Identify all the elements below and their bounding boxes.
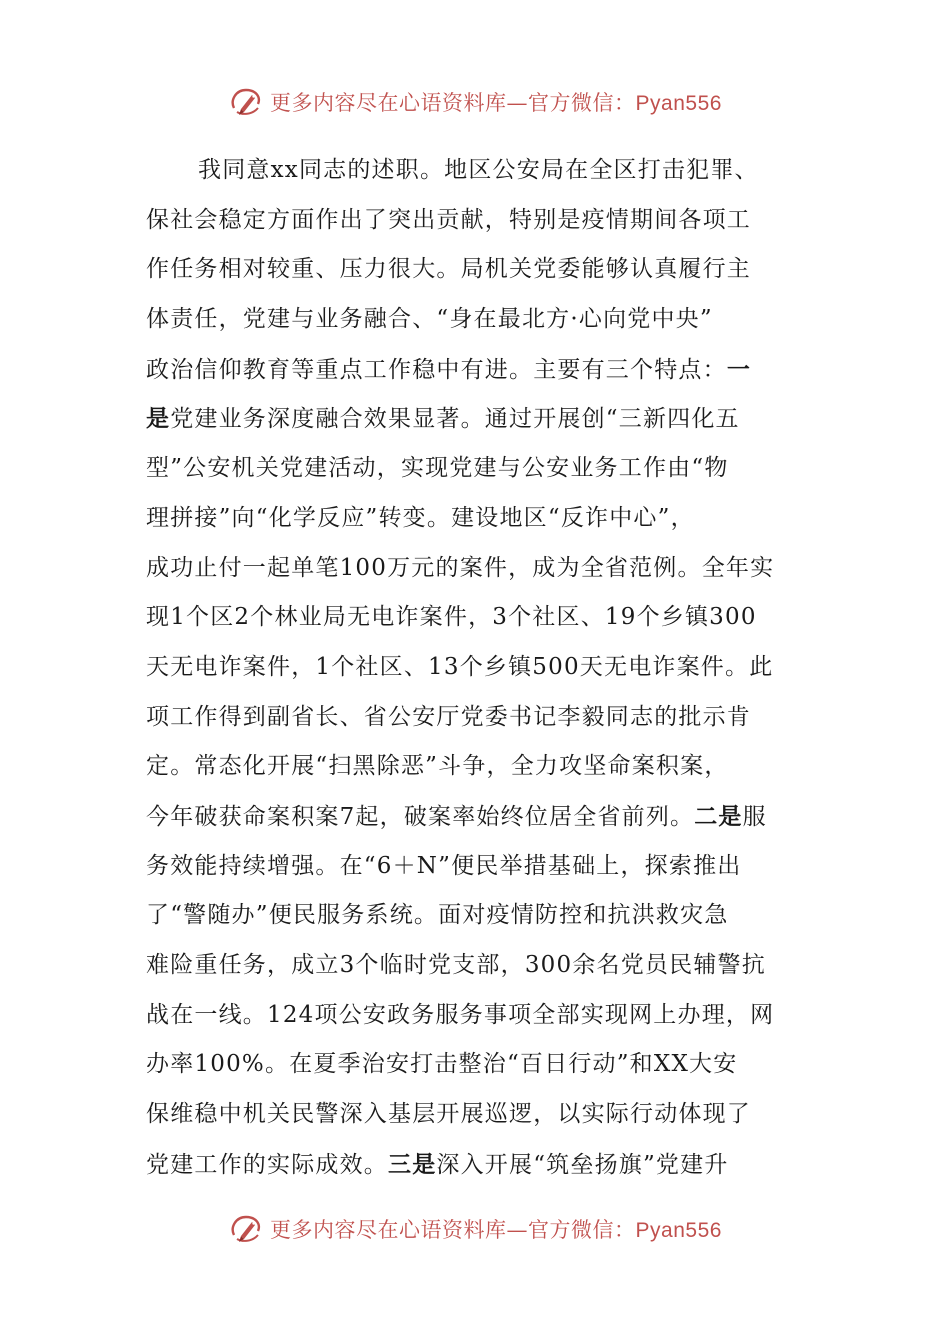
text-line [146,544,806,594]
text-segment: 政治信仰教育等重点工作稳中有进。主要有三个特点： [146,356,727,383]
text-segment: 作任务相对较重、压力很大。局机关党委能够认真履行主 [146,256,751,283]
bold-ordinal: 三是 [388,1150,437,1178]
text-line [146,1140,806,1190]
text-line [146,494,806,544]
text-line [146,1090,806,1140]
text-segment: 党建工作的实际成效。 [146,1151,388,1178]
text-segment: 定。常态化开展“扫黑除恶”斗争，全力攻坚命案积案， [146,753,729,780]
text-segment: 项工作得到副省长、省公安厅党委书记李毅同志的批示肯 [146,703,751,730]
text-segment: 型”公安机关党建活动，实现党建与公安业务工作由“物 [146,455,729,482]
text-segment: 保维稳中机关民警深入基层开展巡逻，以实际行动体现了 [146,1101,751,1128]
text-segment: 服 [742,803,767,830]
header-banner [0,82,950,122]
bold-ordinal: 是 [146,405,171,433]
text-segment: 现1个区2个林业局无电诈案件，3个社区、19个乡镇300 [146,604,757,631]
text-line [146,842,806,892]
text-line [146,146,806,196]
text-segment: 天无电诈案件，1个社区、13个乡镇500天无电诈案件。此 [146,653,774,680]
text-segment: 理拼接”向“化学反应”转变。建设地区“反诈中心”， [146,504,695,531]
text-line [146,345,806,395]
text-segment: 保社会稳定方面作出了突出贡献，特别是疫情期间各项工 [146,206,751,233]
banner-text: 更多内容尽在心语资料库—官方微信：Pyan556 [270,91,722,115]
text-segment: 今年破获命案积案7起，破案率始终位居全省前列。 [146,803,695,830]
bold-ordinal: 一 [726,355,752,383]
text-line [146,643,806,693]
document-body [146,146,806,1189]
text-line [146,444,806,494]
text-line [146,693,806,743]
bold-ordinal: 二是 [694,802,743,830]
text-segment: 党建业务深度融合效果显著。通过开展创“三新四化五 [170,406,740,433]
text-line [146,593,806,643]
text-segment: 务效能持续增强。在“6＋N”便民举措基础上，探索推出 [146,852,742,879]
text-segment: 我同意xx同志的述职。地区公安局在全区打击犯罪、 [198,157,759,183]
text-line [146,742,806,792]
pen-nib-swirl-icon [228,84,264,120]
text-segment: 了“警随办”便民服务系统。面对疫情防控和抗洪救灾急 [146,902,729,929]
text-line [146,1040,806,1090]
pen-nib-swirl-icon [228,1211,264,1247]
banner-text: 更多内容尽在心语资料库—官方微信：Pyan556 [270,1218,722,1242]
text-line [146,196,806,246]
text-line [146,245,806,295]
text-line [146,394,806,444]
text-segment: 战在一线。124项公安政务服务事项全部实现网上办理，网 [146,1001,775,1028]
text-line [146,941,806,991]
text-segment: 办率100%。在夏季治安打击整治“百日行动”和XX大安 [146,1051,738,1078]
footer-banner [0,1209,950,1249]
text-line [146,792,806,842]
wechat-id: Pyan556 [635,1219,722,1242]
text-segment: 深入开展“筑垒扬旗”党建升 [436,1151,729,1178]
text-line [146,891,806,941]
text-segment: 难险重任务，成立3个临时党支部，300余名党员民辅警抗 [146,952,766,978]
text-line [146,991,806,1041]
wechat-id: Pyan556 [635,92,722,115]
text-line [146,295,806,345]
text-segment: 体责任，党建与业务融合、“身在最北方·心向党中央” [146,306,713,333]
text-segment: 成功止付一起单笔100万元的案件，成为全省范例。全年实 [146,554,775,581]
